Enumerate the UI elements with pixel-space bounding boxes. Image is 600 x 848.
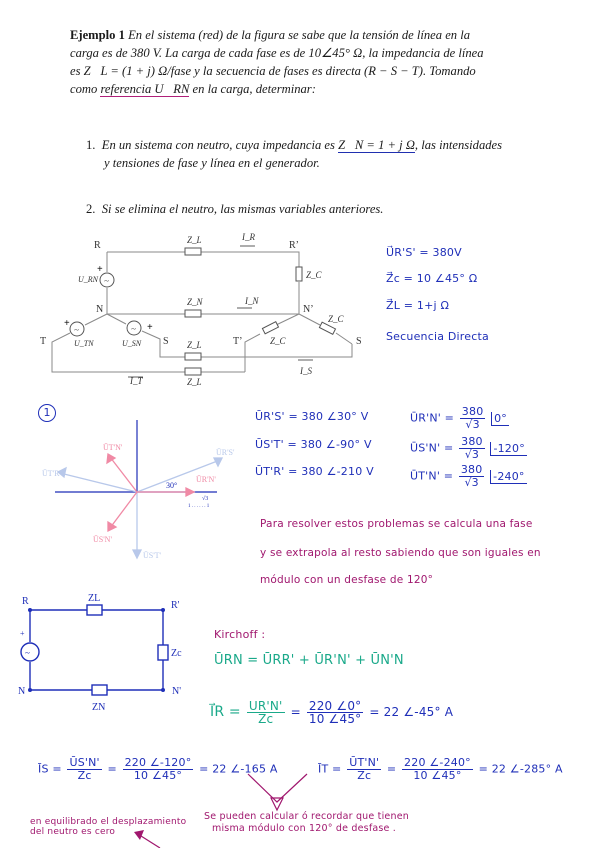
- angle: -120°: [490, 442, 526, 456]
- reference-highlight: referencia U⃗RN: [100, 82, 190, 96]
- zc-right-resistor: [296, 267, 302, 281]
- svg-text:I_R: I_R: [242, 232, 255, 242]
- single-phase-svg: [10, 590, 200, 715]
- it-equation: ĪT = $\frac{ŪT'N'}{Zc}$ = $\frac{220 \angle-240^\circ}{10 \angle 45^\circ}$ = 22 ∠-285° A: [318, 756, 563, 782]
- ir-result: = 22 ∠-45° A: [369, 705, 454, 719]
- question-2-number: 2.: [86, 202, 96, 216]
- voltage-source: [21, 643, 39, 661]
- given-line-impedance: Z⃗L = 1+j Ω: [386, 299, 450, 312]
- note-line-2: y se extrapola al resto sabiendo que son iguales en: [260, 547, 541, 559]
- svg-text:ŪR'N': ŪR'N': [196, 475, 216, 484]
- ir-lhs: I⃗R =: [210, 704, 241, 720]
- svg-text:ZL: ZL: [88, 593, 101, 604]
- svg-text:√3: √3: [202, 496, 209, 502]
- svg-text:R’: R’: [289, 240, 299, 251]
- svg-text:ŪT'R': ŪT'R': [42, 469, 61, 478]
- problem-statement: [60, 18, 545, 230]
- three-phase-circuit-diagram: [30, 222, 380, 397]
- svg-text:~: ~: [131, 324, 136, 334]
- svg-text:+: +: [64, 318, 70, 329]
- svg-text:I_T: I_T: [130, 376, 143, 386]
- phase-voltage-sn: ŪS'N' = $\frac{380}{√3}$ -120°: [410, 435, 525, 461]
- note-neutral-line-1: en equilibrado el desplazamiento: [30, 817, 187, 827]
- question-1-text-post: , las intensidades: [414, 138, 503, 152]
- svg-text:ŪT'N': ŪT'N': [103, 443, 123, 452]
- svg-text:Z_L: Z_L: [187, 340, 202, 350]
- label: ŪT'N': [410, 469, 441, 483]
- den: Zc: [77, 769, 92, 782]
- question-2-text: Si se elimina el neutro, las mismas variables anteriores.: [101, 202, 384, 216]
- num: 220 ∠0°: [308, 699, 362, 713]
- it-lhs: ĪT =: [318, 762, 342, 776]
- zl-resistor: [87, 605, 102, 615]
- svg-text:Z_C: Z_C: [270, 336, 286, 346]
- value: = 380 ∠-210 V: [288, 465, 374, 478]
- given-voltage: U⃗R'S' = 380V: [386, 246, 462, 259]
- svg-text:U_SN: U_SN: [122, 339, 142, 348]
- svg-text:30°: 30°: [166, 481, 178, 490]
- question-2: [86, 200, 546, 218]
- svg-text:Z_C: Z_C: [306, 270, 322, 280]
- problem-heading: Ejemplo 1: [70, 28, 125, 42]
- kirchhoff-title: Kirchoff :: [214, 628, 266, 641]
- num: 380: [461, 435, 483, 448]
- den: Zc: [258, 712, 274, 726]
- zn-resistor: [185, 310, 201, 317]
- is-result: = 22 ∠-165 A: [199, 762, 278, 776]
- label: ŪS'N': [410, 441, 441, 455]
- note-line-3: módulo con un desfase de 120°: [260, 574, 434, 586]
- svg-text:+: +: [147, 322, 153, 333]
- den: 10 ∠45°: [413, 769, 462, 782]
- angle: 0°: [491, 412, 509, 426]
- phase-voltage-rn: ŪR'N' = $\frac{380}{√3}$ 0°: [410, 405, 508, 431]
- svg-text:+: +: [20, 629, 25, 638]
- angle: -240°: [490, 470, 526, 484]
- svg-text:1 . . . . . . 1: 1 . . . . . . 1: [188, 504, 210, 509]
- problem-paragraph: [70, 26, 540, 98]
- den: √3: [464, 448, 480, 461]
- svg-text:N: N: [18, 686, 26, 697]
- svg-text:Z_L: Z_L: [187, 377, 202, 387]
- num: ŪT'N': [349, 756, 380, 769]
- svg-text:I_N: I_N: [245, 296, 259, 306]
- zl-top-resistor: [185, 248, 201, 255]
- zl-bot-resistor: [185, 368, 201, 375]
- svg-text:T: T: [40, 336, 47, 347]
- num: 220 ∠-120°: [124, 756, 192, 769]
- den: √3: [464, 476, 479, 489]
- line-voltage-st: [255, 438, 372, 451]
- svg-text:Z_C: Z_C: [328, 314, 344, 324]
- question-1: [86, 136, 546, 172]
- given-sequence: Secuencia Directa: [386, 330, 489, 343]
- svg-text:+: +: [97, 264, 103, 275]
- label: ŪS'T': [255, 438, 284, 451]
- den: 10 ∠45°: [133, 769, 183, 782]
- v-arrow-head: [271, 798, 283, 810]
- note-calc: [204, 811, 409, 835]
- zc-resistor: [158, 645, 168, 660]
- svg-text:U_RN: U_RN: [78, 275, 98, 284]
- svg-text:N’: N’: [303, 304, 314, 315]
- svg-text:ZN: ZN: [92, 702, 106, 713]
- svg-text:I_S: I_S: [300, 366, 312, 376]
- statement-line-1: En el sistema (red) de la figura se sabe que la tensión de línea en la: [128, 28, 471, 42]
- svg-text:Z_N: Z_N: [187, 297, 203, 307]
- den: √3: [465, 418, 480, 431]
- note-neutral-line-2: del neutro es cero: [30, 827, 116, 837]
- svg-text:N: N: [96, 304, 104, 315]
- den: Zc: [357, 769, 372, 782]
- svg-text:U_TN: U_TN: [74, 339, 94, 348]
- svg-text:Zc: Zc: [171, 648, 182, 659]
- part-1-marker: 1: [38, 404, 56, 422]
- circuit-svg: [30, 222, 380, 397]
- num: ŪS'N': [69, 756, 100, 769]
- phasor-diagram: [30, 400, 250, 570]
- note-neutral: [30, 817, 186, 837]
- single-phase-circuit: [10, 590, 200, 715]
- svg-text:~: ~: [74, 325, 79, 335]
- note-calc-line-1: Se pueden calcular ó recordar que tienen: [204, 811, 409, 822]
- question-1-text-line2: y tensiones de fase y línea en el generador.: [104, 156, 320, 170]
- num: 380: [460, 463, 483, 476]
- statement-line-2: carga es de 380 V. La carga de cada fase es de 10∠45° Ω, la impedancia de línea: [70, 46, 484, 60]
- svg-text:Z_L: Z_L: [187, 235, 202, 245]
- den: 10 ∠45°: [308, 712, 362, 726]
- zl-mid-resistor: [185, 353, 201, 360]
- question-1-text: En un sistema con neutro, cuya impedancia es: [101, 138, 339, 152]
- svg-text:S: S: [356, 336, 362, 347]
- svg-text:T’: T’: [233, 336, 243, 347]
- line-voltage-rs: [255, 410, 368, 423]
- svg-text:S: S: [163, 336, 169, 347]
- phase-voltage-tn: ŪT'N' = $\frac{380}{√3}$ -240°: [410, 463, 525, 489]
- label: ŪR'N': [410, 411, 441, 425]
- kirchhoff-equation: ŪRN = ŪRR' + ŪR'N' + ŪN'N: [214, 653, 404, 668]
- note-line-1: Para resolver estos problemas se calcula una fase: [260, 518, 533, 530]
- line-voltage-tr: [255, 465, 374, 478]
- label: ŪT'R': [255, 465, 285, 478]
- neutral-arrow-line: [141, 836, 160, 848]
- svg-text:ŪS'N': ŪS'N': [93, 535, 112, 544]
- svg-text:R: R: [94, 240, 101, 251]
- svg-text:ŪS'T': ŪS'T': [143, 551, 161, 560]
- statement-line-3: es Z⃗L = (1 + j) Ω/fase y la secuencia de fases es directa (R − S − T). Tomando: [70, 64, 476, 78]
- svg-text:~: ~: [104, 276, 109, 286]
- value: = 380 ∠30° V: [288, 410, 369, 423]
- value: = 380 ∠-90° V: [287, 438, 372, 451]
- question-1-number: 1.: [86, 138, 96, 152]
- svg-text:R: R: [22, 596, 29, 607]
- svg-text:ŪR'S': ŪR'S': [216, 448, 235, 457]
- given-load-impedance: Z⃗c = 10 ∠45° Ω: [386, 272, 478, 285]
- num: UR'N': [248, 699, 283, 713]
- num: 380: [461, 405, 484, 418]
- phasor-svg: [30, 400, 250, 570]
- svg-text:~: ~: [25, 648, 30, 658]
- is-lhs: ĪS =: [38, 762, 62, 776]
- svg-text:R': R': [171, 600, 180, 611]
- num: 220 ∠-240°: [404, 756, 471, 769]
- note-calc-line-2: misma módulo con 120° de desfase .: [212, 823, 397, 834]
- zn-resistor: [92, 685, 107, 695]
- it-result: = 22 ∠-285° A: [478, 762, 563, 776]
- neutral-impedance-highlight: Z⃗N = 1 + j Ω: [338, 138, 415, 152]
- is-equation: ĪS = $\frac{ŪS'N'}{Zc}$ = $\frac{220 \angle-120^\circ}{10 \angle 45^\circ}$ = 22 ∠-165 A: [38, 756, 278, 782]
- zc-left-resistor: [262, 322, 278, 334]
- statement-line-4-pre: como: [70, 82, 101, 96]
- ir-equation: I⃗R = $\frac{UR'N'}{Zc}$ = $\frac{220 \angle 0^\circ}{10 \angle 45^\circ}$ = 22 ∠-45° A: [210, 699, 454, 726]
- label: ŪR'S': [255, 410, 285, 423]
- statement-line-4-post: en la carga, determinar:: [189, 82, 316, 96]
- svg-text:N': N': [172, 686, 182, 697]
